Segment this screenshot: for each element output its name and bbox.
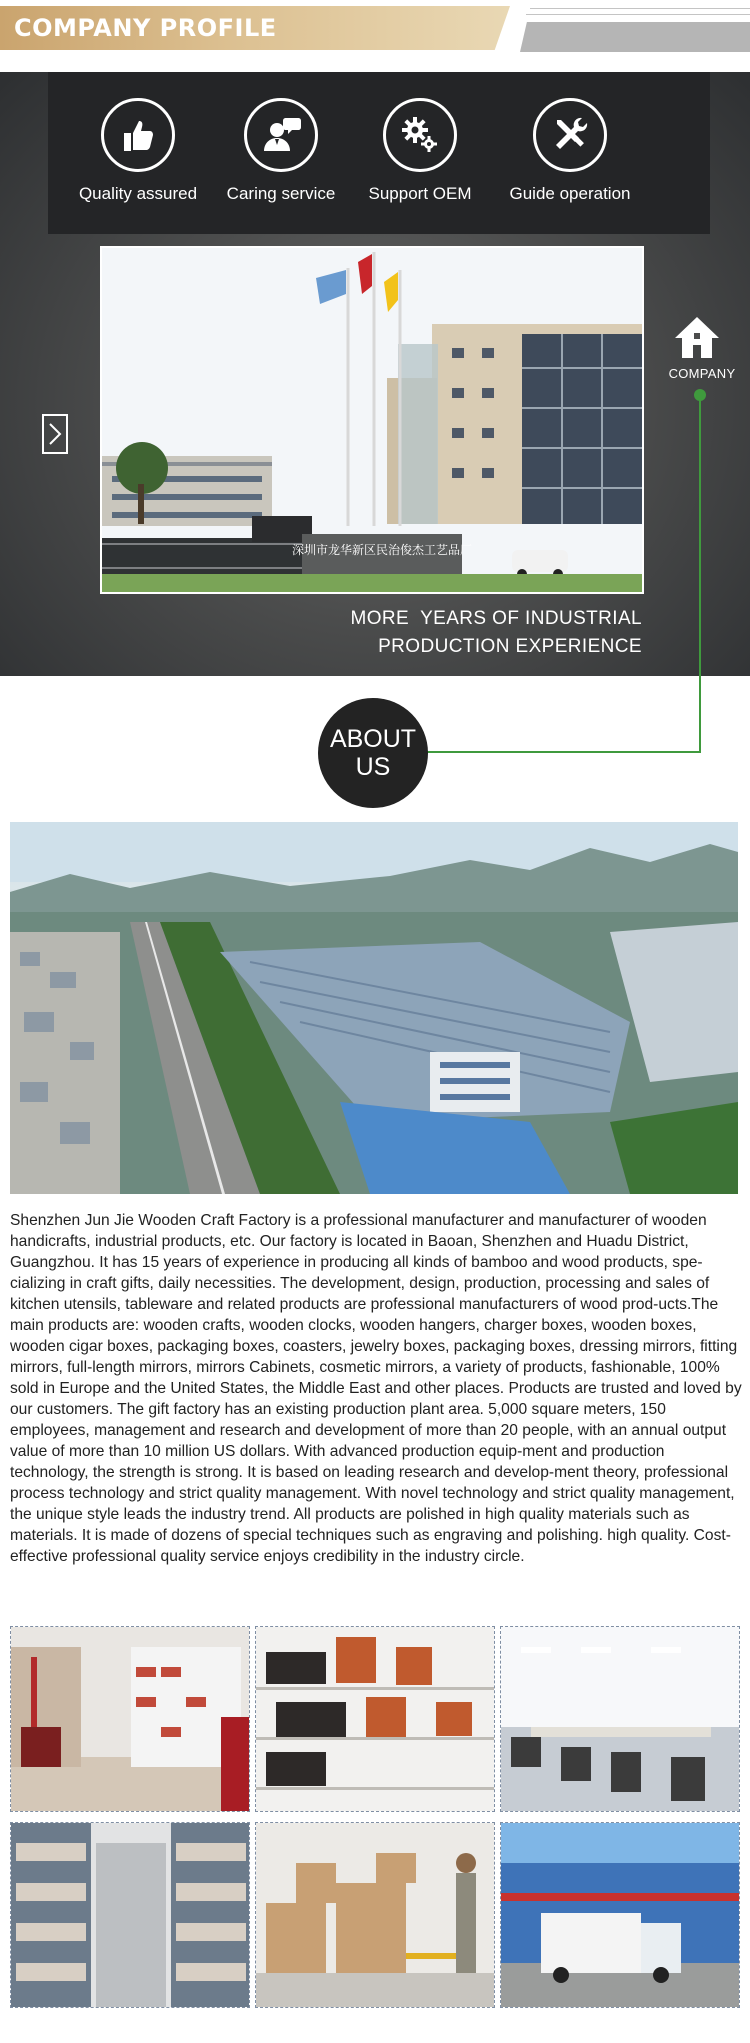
header-decor-bar [520,22,750,52]
about-us-badge [318,698,428,808]
feature-label: Support OEM [368,184,472,203]
page-title: COMPANY PROFILE [14,14,277,42]
features-panel [48,72,710,234]
factory-aerial-photo [10,822,738,1194]
thumbs-up-icon [101,98,175,172]
feature-guide [500,98,640,204]
feature-label: Guide operation [509,184,631,203]
feature-oem [350,98,490,204]
feature-quality [68,98,208,204]
header-decor-line [530,8,750,9]
gallery-image-showroom [10,1626,250,1812]
gallery-image-product-shelves [255,1626,495,1812]
about-line-2: US [355,753,391,781]
connector-dot [694,389,706,401]
tools-icon [533,98,607,172]
feature-service [211,98,351,204]
experience-line-1: MORE YEARS OF INDUSTRIAL [350,608,642,629]
factory-building-photo [100,246,644,594]
gallery-image-office [500,1626,740,1812]
connector-line [699,394,701,752]
building-sign-text: 深圳市龙华新区民治俊杰工艺品厂 [291,543,473,557]
company-description: Shenzhen Jun Jie Wooden Craft Factory is a professional manufacturer and manufacturer of wooden handicrafts, industrial products, etc. Our factory is located in Baoan, Shenzhen and Huadu District, Guangzhou. It has 15 years of experience in producing all kinds of bamboo and wood products, spe-cializing in craft gifts, daily necessities. The development, design, production, processing and sales of kitchen utensils, tableware and related products are professional manufacturers of wood prod-ucts.The main products are: wooden crafts, wooden clocks, wooden hangers, charger boxes, wooden boxes, wooden cigar boxes, packaging boxes, coasters, jewelry boxes, packaging boxes, dressing mirrors, fitting mirrors, full-length mirrors, mirrors Cabinets, cosmetic mirrors, a variety of products, fashionable, 100% sold in Europe and the United States, the Middle East and other places. Products are trusted and loved by our customers. The gift factory has an existing production plant area. 5,000 square meters, 150 employees, management and research and development of more than 20 people, with an annual output value of more than 10 million US dollars. With advanced production equip-ment and production technology, the strength is strong. It is based on leading research and develop-ment theory, professional process technology and strict quality management. With novel technology and strict quality management, the unique style leads the industry trend. All products are polished in high quality materials such as materials. It is made of dozens of special techniques such as engraving and polishing. high quality. Cost-effective professional quality service enjoys credibility in the industry circle. [10,1212,742,1565]
connector-line [420,751,701,753]
chevron-right-icon [48,422,62,446]
about-line-1: ABOUT [329,725,417,753]
home-icon [672,312,722,362]
header-decor-line [526,14,750,15]
feature-label: Quality assured [78,184,198,203]
slider-next-button[interactable] [42,414,68,454]
experience-line-2: PRODUCTION EXPERIENCE [378,636,642,657]
gallery-image-shipping-truck [500,1822,740,2008]
gallery-image-packing-area [255,1822,495,2008]
gears-icon [383,98,457,172]
company-label: COMPANY [668,366,736,381]
gallery-image-warehouse [10,1822,250,2008]
service-person-icon [244,98,318,172]
feature-label: Caring service [226,184,336,203]
